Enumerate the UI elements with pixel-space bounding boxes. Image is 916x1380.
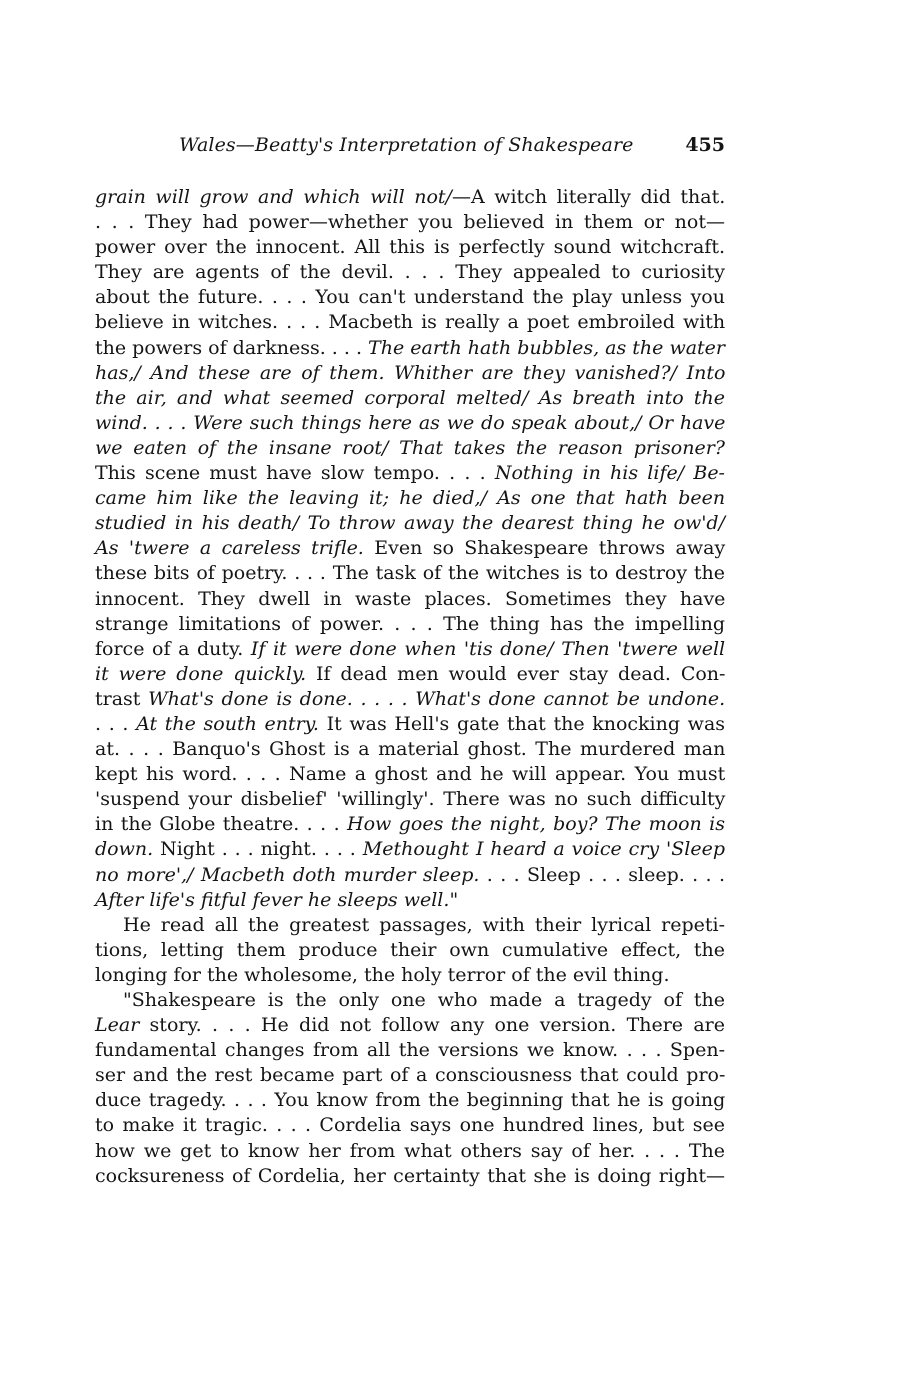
text-line <box>95 687 725 712</box>
italic-text: we eaten of the insane root/ That takes the reason prisoner? <box>95 436 725 459</box>
text-line <box>95 185 725 210</box>
roman-text: 'suspend your disbelief' 'willingly'. There was no such difficulty <box>95 788 726 811</box>
roman-text: If dead men would ever stay dead. Con- <box>306 662 726 685</box>
italic-text: wind. . . . Were such things here as we do speak about,/ Or have <box>95 411 726 434</box>
running-title: Wales—Beatty's Interpretation of Shakespeare <box>179 134 634 156</box>
text-line <box>95 411 725 436</box>
running-header <box>95 134 725 162</box>
italic-text: Methought I heard a voice cry 'Sleep <box>362 838 725 861</box>
body-text <box>95 185 725 1189</box>
roman-text: . . . <box>95 712 137 735</box>
text-line <box>95 1139 725 1164</box>
text-line <box>95 260 725 285</box>
text-line <box>95 662 725 687</box>
italic-text: no more',/ Macbeth doth murder sleep. <box>95 863 480 886</box>
roman-text: It was Hell's gate that the knocking was <box>318 712 726 735</box>
roman-text: He read all the greatest passages, with their lyrical repeti- <box>123 913 725 936</box>
roman-text: cocksureness of Cordelia, her certainty that she is doing right— <box>95 1164 725 1187</box>
roman-text: believe in witches. . . . Macbeth is really a poet embroiled with <box>95 311 726 334</box>
roman-text: . . . Sleep . . . sleep. . . . <box>479 863 725 886</box>
roman-text: " <box>449 888 459 911</box>
roman-text: about the future. . . . You can't understand the play unless you <box>95 286 725 309</box>
roman-text: tions, letting them produce their own cumulative effect, the <box>95 938 725 961</box>
text-line <box>95 336 725 361</box>
text-line <box>95 762 725 787</box>
text-line <box>95 1088 725 1113</box>
roman-text: "Shakespeare is the only one who made a tragedy of the <box>123 989 725 1011</box>
text-line <box>95 235 725 260</box>
italic-text: has,/ And these are of them. Whither are they vanished?/ Into <box>95 361 726 384</box>
text-line <box>95 712 725 737</box>
text-line <box>95 587 725 612</box>
text-line <box>95 461 725 486</box>
text-line <box>95 963 725 988</box>
italic-text: If it were done when 'tis done/ Then 'twere well <box>250 637 726 660</box>
roman-text: —A witch literally did that. <box>451 186 726 208</box>
roman-text: kept his word. . . . Name a ghost and he will appear. You must <box>95 763 726 786</box>
italic-text: At the south entry. <box>136 712 319 735</box>
italic-text: studied in his death/ To throw away the dearest thing he ow'd/ <box>95 512 725 535</box>
italic-text: grain will grow and which will not/ <box>95 186 452 208</box>
roman-text: This scene must have slow tempo. . . . <box>95 462 495 485</box>
text-line <box>95 1164 725 1189</box>
roman-text: power over the innocent. All this is perfectly sound witchcraft. <box>95 236 725 259</box>
roman-text: at. . . . Banquo's Ghost is a material ghost. The murdered man <box>95 738 726 761</box>
italic-text: After life's fitful fever he sleeps well. <box>95 888 450 911</box>
text-line <box>95 285 725 310</box>
text-line <box>95 812 725 837</box>
text-line <box>95 938 725 963</box>
roman-text: story. . . . He did not follow any one version. There are <box>139 1014 725 1037</box>
text-line <box>95 1063 725 1088</box>
text-line <box>95 386 725 411</box>
text-line <box>95 536 725 561</box>
italic-text: came him like the leaving it; he died,/ As one that hath been <box>95 487 726 510</box>
roman-text: to make it tragic. . . . Cordelia says one hundred lines, but see <box>95 1114 725 1137</box>
roman-text: longing for the wholesome, the holy terror of the evil thing. <box>95 963 670 986</box>
italic-text: it were done quickly. <box>95 662 307 685</box>
roman-text: how we get to know her from what others say of her. . . . The <box>95 1139 725 1162</box>
text-line <box>95 1013 725 1038</box>
page-number: 455 <box>685 134 725 156</box>
italic-text: the air, and what seemed corporal melted/ As breath into the <box>95 386 725 409</box>
text-line <box>95 988 725 1013</box>
text-line <box>95 787 725 812</box>
text-line <box>95 310 725 335</box>
italic-text: What's done is done. . . . . What's done cannot be undone. <box>148 687 726 710</box>
roman-text: trast <box>95 687 149 710</box>
roman-text: fundamental changes from all the versions we know. . . . Spen- <box>95 1039 725 1062</box>
text-line <box>95 436 725 461</box>
italic-text: Lear <box>95 1014 140 1037</box>
text-line <box>95 863 725 888</box>
roman-text: innocent. They dwell in waste places. Sometimes they have <box>95 587 726 610</box>
roman-text: in the Globe theatre. . . . <box>95 813 348 836</box>
roman-text: They are agents of the devil. . . . They appealed to curiosity <box>95 261 725 284</box>
text-line <box>95 361 725 386</box>
text-line <box>95 561 725 586</box>
italic-text: How goes the night, boy? The moon is <box>347 813 725 836</box>
text-line <box>95 913 725 938</box>
roman-text: force of a duty. <box>95 637 251 660</box>
italic-text: As 'twere a careless trifle. <box>95 537 364 560</box>
text-line <box>95 612 725 637</box>
text-line <box>95 210 725 235</box>
roman-text: duce tragedy. . . . You know from the beginning that he is going <box>95 1089 726 1112</box>
italic-text: The earth hath bubbles, as the water <box>368 336 725 359</box>
roman-text: strange limitations of power. . . . The thing has the impelling <box>95 612 726 635</box>
text-line <box>95 1113 725 1138</box>
roman-text: ser and the rest became part of a consciousness that could pro- <box>95 1064 726 1087</box>
text-line <box>95 511 725 536</box>
text-line <box>95 737 725 762</box>
text-line <box>95 1038 725 1063</box>
roman-text: the powers of darkness. . . . <box>95 336 369 359</box>
text-line <box>95 837 725 862</box>
text-line <box>95 888 725 913</box>
roman-text: . . . They had power—whether you believed in them or not— <box>95 211 725 234</box>
roman-text: Night . . . night. . . . <box>153 838 363 861</box>
roman-text: Even so Shakespeare throws away <box>363 537 726 560</box>
italic-text: down. <box>95 838 154 861</box>
text-line <box>95 486 725 511</box>
roman-text: these bits of poetry. . . . The task of the witches is to destroy the <box>95 562 725 585</box>
italic-text: Nothing in his life/ Be- <box>494 462 725 485</box>
text-line <box>95 637 725 662</box>
